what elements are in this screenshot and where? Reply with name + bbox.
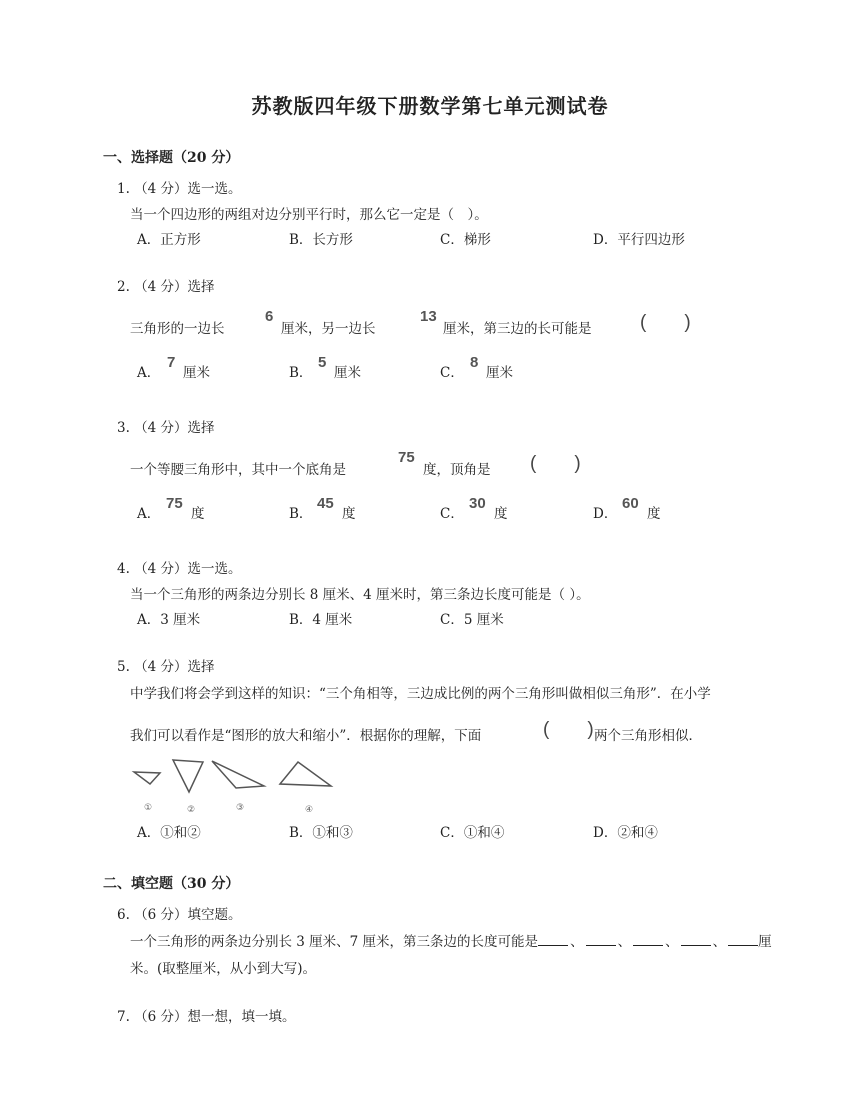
question-7-header: 7. （6 分）想一想，填一填。: [117, 1009, 296, 1025]
question-1-header: 1. （4 分）选一选。: [117, 181, 242, 197]
q3-answer-paren[interactable]: ( ): [530, 453, 581, 474]
q3-option-c-unit: 度: [494, 506, 508, 522]
page-title: 苏教版四年级下册数学第七单元测试卷: [251, 94, 609, 118]
question-3-text-part1: 一个等腰三角形中，其中一个底角是: [130, 462, 346, 478]
q3-option-a-unit: 度: [191, 506, 205, 522]
question-5-text-line2b: 两个三角形相似．: [594, 728, 702, 744]
triangle-1-label: ①: [144, 803, 153, 813]
q1-option-b[interactable]: B．长方形: [289, 232, 353, 248]
q2-option-c-letter[interactable]: C．: [440, 365, 464, 381]
q3-number-75: 75: [398, 449, 415, 466]
triangle-2-label: ②: [187, 805, 196, 815]
triangle-4: [280, 762, 331, 786]
q2-number-6: 6: [265, 308, 274, 325]
q6-blank-2[interactable]: [586, 933, 616, 946]
question-3-text-part2: 度，顶角是: [423, 462, 491, 478]
question-5-text-line2a: 我们可以看作是“图形的放大和缩小”．根据你的理解，下面: [130, 728, 482, 744]
q6-blank-1[interactable]: [538, 933, 568, 946]
q5-answer-paren[interactable]: ( ): [543, 719, 594, 740]
question-5-text-line1: 中学我们将会学到这样的知识：“三个角相等，三边成比例的两个三角形叫做相似三角形”．在小学: [130, 686, 711, 702]
q1-option-a[interactable]: A．正方形: [137, 232, 201, 248]
q2-option-c-unit: 厘米: [486, 365, 513, 381]
q2-option-c-number: 8: [470, 354, 479, 371]
q6-blank-4[interactable]: [681, 933, 711, 946]
q6-separator: 、: [665, 934, 679, 950]
q5-option-b[interactable]: B．①和③: [289, 825, 353, 841]
q2-option-b-unit: 厘米: [334, 365, 361, 381]
q3-option-d-unit: 度: [647, 506, 661, 522]
question-2-text-part3: 厘米，第三边的长可能是: [443, 321, 592, 337]
q4-option-c[interactable]: C．5 厘米: [440, 612, 504, 628]
q5-option-c[interactable]: C．①和④: [440, 825, 505, 841]
q1-option-c[interactable]: C．梯形: [440, 232, 491, 248]
question-2-header: 2. （4 分）选择: [117, 279, 215, 295]
triangle-2: [173, 760, 203, 792]
q3-option-d-number: 60: [622, 495, 639, 512]
q2-option-a-unit: 厘米: [183, 365, 210, 381]
question-5-header: 5. （4 分）选择: [117, 659, 215, 675]
question-6-tail: 厘: [758, 934, 772, 950]
question-2-text-part2: 厘米，另一边长: [281, 321, 376, 337]
q3-option-b-letter[interactable]: B．: [289, 506, 313, 522]
q3-option-d-letter[interactable]: D．: [593, 506, 618, 522]
q6-separator: 、: [617, 934, 632, 950]
q5-option-a[interactable]: A．①和②: [137, 825, 201, 841]
q3-option-b-number: 45: [317, 495, 334, 512]
question-6-line2: 米。(取整厘米，从小到大写)。: [130, 961, 317, 977]
q3-option-b-unit: 度: [342, 506, 356, 522]
question-3-header: 3. （4 分）选择: [117, 420, 215, 436]
q2-number-13: 13: [420, 308, 437, 325]
q3-option-a-number: 75: [166, 495, 183, 512]
triangles-figure: [128, 752, 348, 818]
section-heading-choice: 一、选择题（20 分）: [103, 150, 240, 166]
q3-option-a-letter[interactable]: A．: [137, 506, 161, 522]
question-6-line1: [130, 930, 772, 950]
triangle-3-label: ③: [236, 803, 245, 813]
triangle-1: [134, 772, 160, 784]
question-1-text: 当一个四边形的两组对边分别平行时，那么它一定是（ ）。: [130, 207, 488, 223]
q4-option-a[interactable]: A．3 厘米: [137, 612, 201, 628]
q3-option-c-letter[interactable]: C．: [440, 506, 464, 522]
question-4-text: 当一个三角形的两条边分别长 8 厘米、4 厘米时，第三条边长度可能是（ ）。: [130, 587, 590, 603]
question-4-header: 4. （4 分）选一选。: [117, 561, 242, 577]
q2-option-a-letter[interactable]: A．: [137, 365, 161, 381]
q6-separator: 、: [570, 934, 584, 950]
q5-option-d[interactable]: D．②和④: [593, 825, 658, 841]
q2-option-a-number: 7: [167, 354, 176, 371]
q2-option-b-letter[interactable]: B．: [289, 365, 313, 381]
question-6-header: 6. （6 分）填空题。: [117, 907, 242, 923]
q4-option-b[interactable]: B．4 厘米: [289, 612, 353, 628]
question-6-text: 一个三角形的两条边分别长 3 厘米、7 厘米，第三条边的长度可能是: [130, 934, 539, 950]
q6-separator: 、: [712, 934, 727, 950]
triangle-3: [212, 761, 264, 788]
section-heading-fill: 二、填空题（30 分）: [103, 876, 240, 892]
q2-option-b-number: 5: [318, 354, 327, 371]
q6-blank-3[interactable]: [633, 933, 663, 946]
q2-answer-paren[interactable]: ( ): [640, 312, 691, 333]
q1-option-d[interactable]: D．平行四边形: [593, 232, 685, 248]
question-2-text-part1: 三角形的一边长: [130, 321, 225, 337]
triangle-4-label: ④: [305, 805, 314, 815]
q3-option-c-number: 30: [469, 495, 486, 512]
q6-blank-5[interactable]: [728, 933, 758, 946]
